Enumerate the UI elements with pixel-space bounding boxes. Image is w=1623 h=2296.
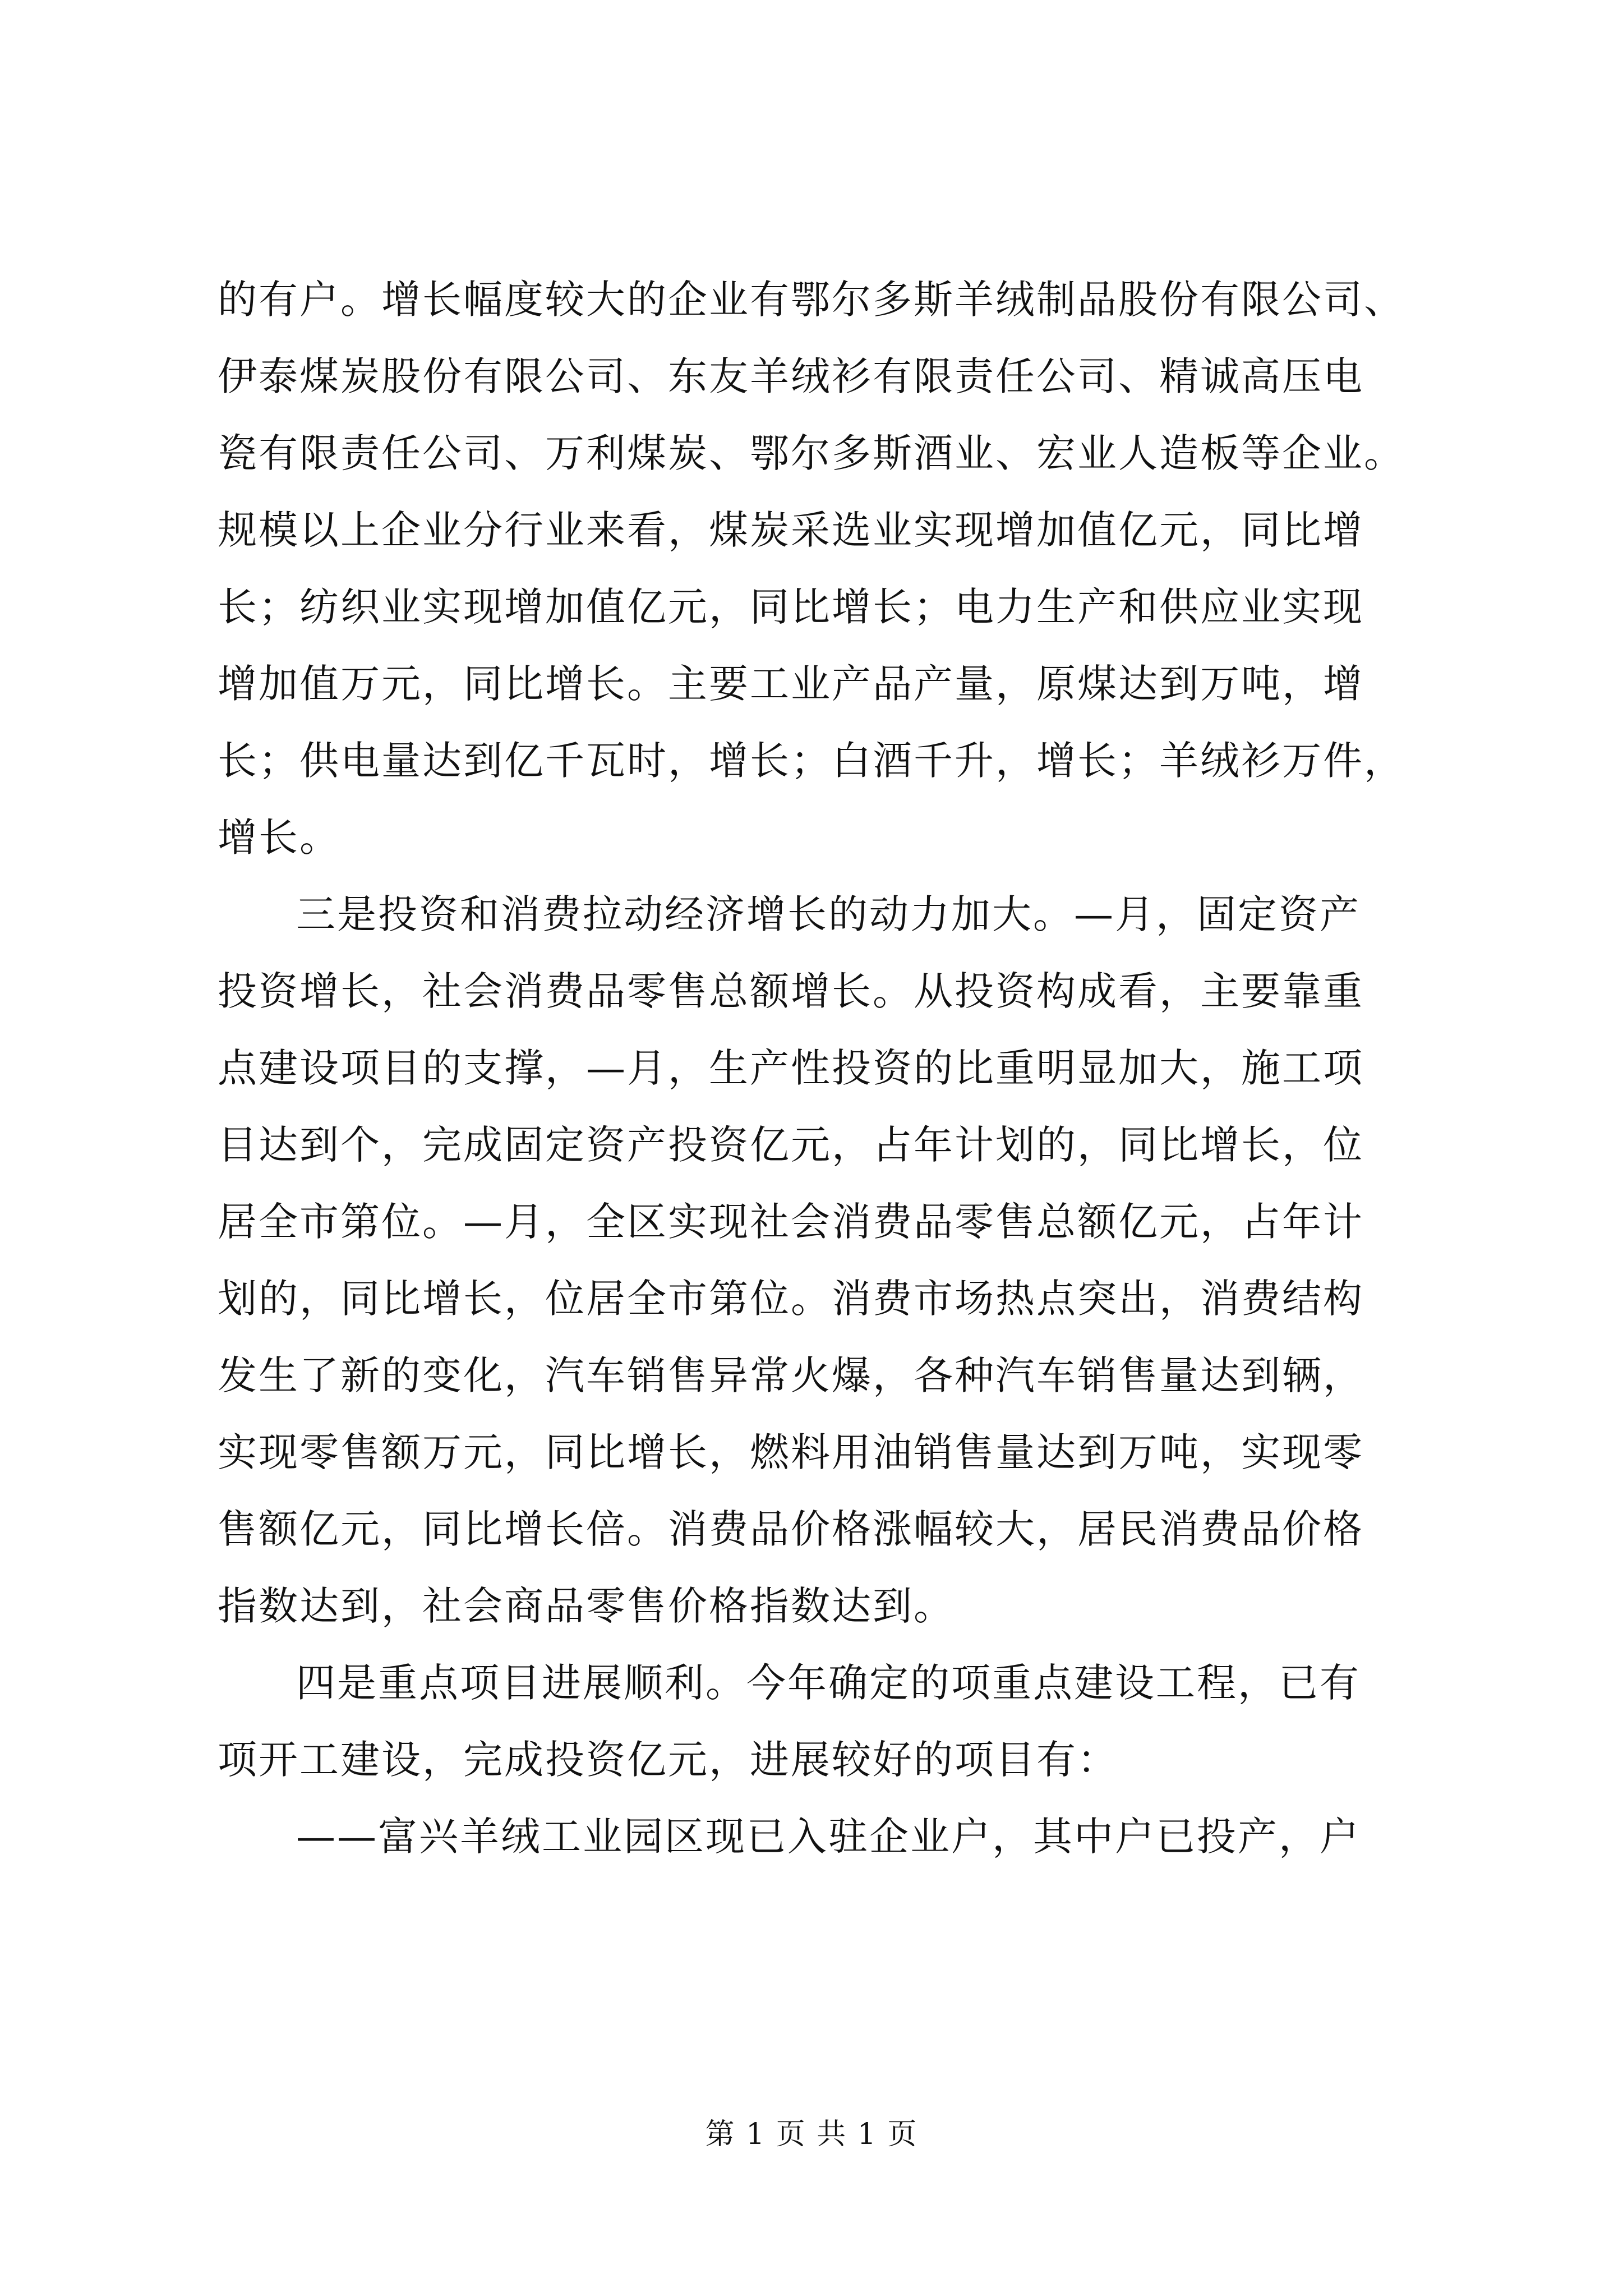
text-line: 伊泰煤炭股份有限公司、东友羊绒衫有限责任公司、精诚高压电 [218, 353, 1364, 399]
text-line: 点建设项目的支撑，—月，生产性投资的比重明显加大，施工项 [218, 1045, 1364, 1091]
paragraph-first-line: ——富兴羊绒工业园区现已入驻企业户，其中户已投产，户 [296, 1814, 1361, 1860]
paragraph-first-line: 四是重点项目进展顺利。今年确定的项重点建设工程，已有 [296, 1660, 1361, 1706]
text-line: 规模以上企业分行业来看，煤炭采选业实现增加值亿元，同比增 [218, 507, 1364, 553]
text-line: 目达到个，完成固定资产投资亿元，占年计划的，同比增长，位 [218, 1122, 1364, 1168]
text-line: 居全市第位。—月，全区实现社会消费品零售总额亿元，占年计 [218, 1199, 1364, 1245]
text-line: 划的，同比增长，位居全市第位。消费市场热点突出，消费结构 [218, 1276, 1364, 1322]
text-line: 实现零售额万元，同比增长，燃料用油销售量达到万吨，实现零 [218, 1429, 1364, 1475]
text-line: 瓷有限责任公司、万利煤炭、鄂尔多斯酒业、宏业人造板等企业。 [218, 430, 1405, 476]
text-line: 发生了新的变化，汽车销售异常火爆，各种汽车销售量达到辆， [218, 1352, 1364, 1398]
text-line: 长；供电量达到亿千瓦时，增长；白酒千升，增长；羊绒衫万件， [218, 738, 1405, 784]
page-footer: 第 1 页 共 1 页 [705, 2118, 918, 2151]
text-line: 增加值万元，同比增长。主要工业产品产量，原煤达到万吨，增 [218, 661, 1364, 707]
text-line: 项开工建设，完成投资亿元，进展较好的项目有： [218, 1737, 1118, 1783]
text-line: 售额亿元，同比增长倍。消费品价格涨幅较大，居民消费品价格 [218, 1506, 1364, 1552]
paragraph-first-line: 三是投资和消费拉动经济增长的动力加大。—月，固定资产 [296, 891, 1361, 937]
text-line: 指数达到，社会商品零售价格指数达到。 [218, 1583, 955, 1629]
text-line: 长；纺织业实现增加值亿元，同比增长；电力生产和供应业实现 [218, 584, 1364, 630]
text-line: 增长。 [218, 815, 340, 861]
text-line: 的有户。增长幅度较大的企业有鄂尔多斯羊绒制品股份有限公司、 [218, 277, 1405, 323]
body-text [218, 261, 1507, 1875]
text-line: 投资增长，社会消费品零售总额增长。从投资构成看，主要靠重 [218, 968, 1364, 1014]
